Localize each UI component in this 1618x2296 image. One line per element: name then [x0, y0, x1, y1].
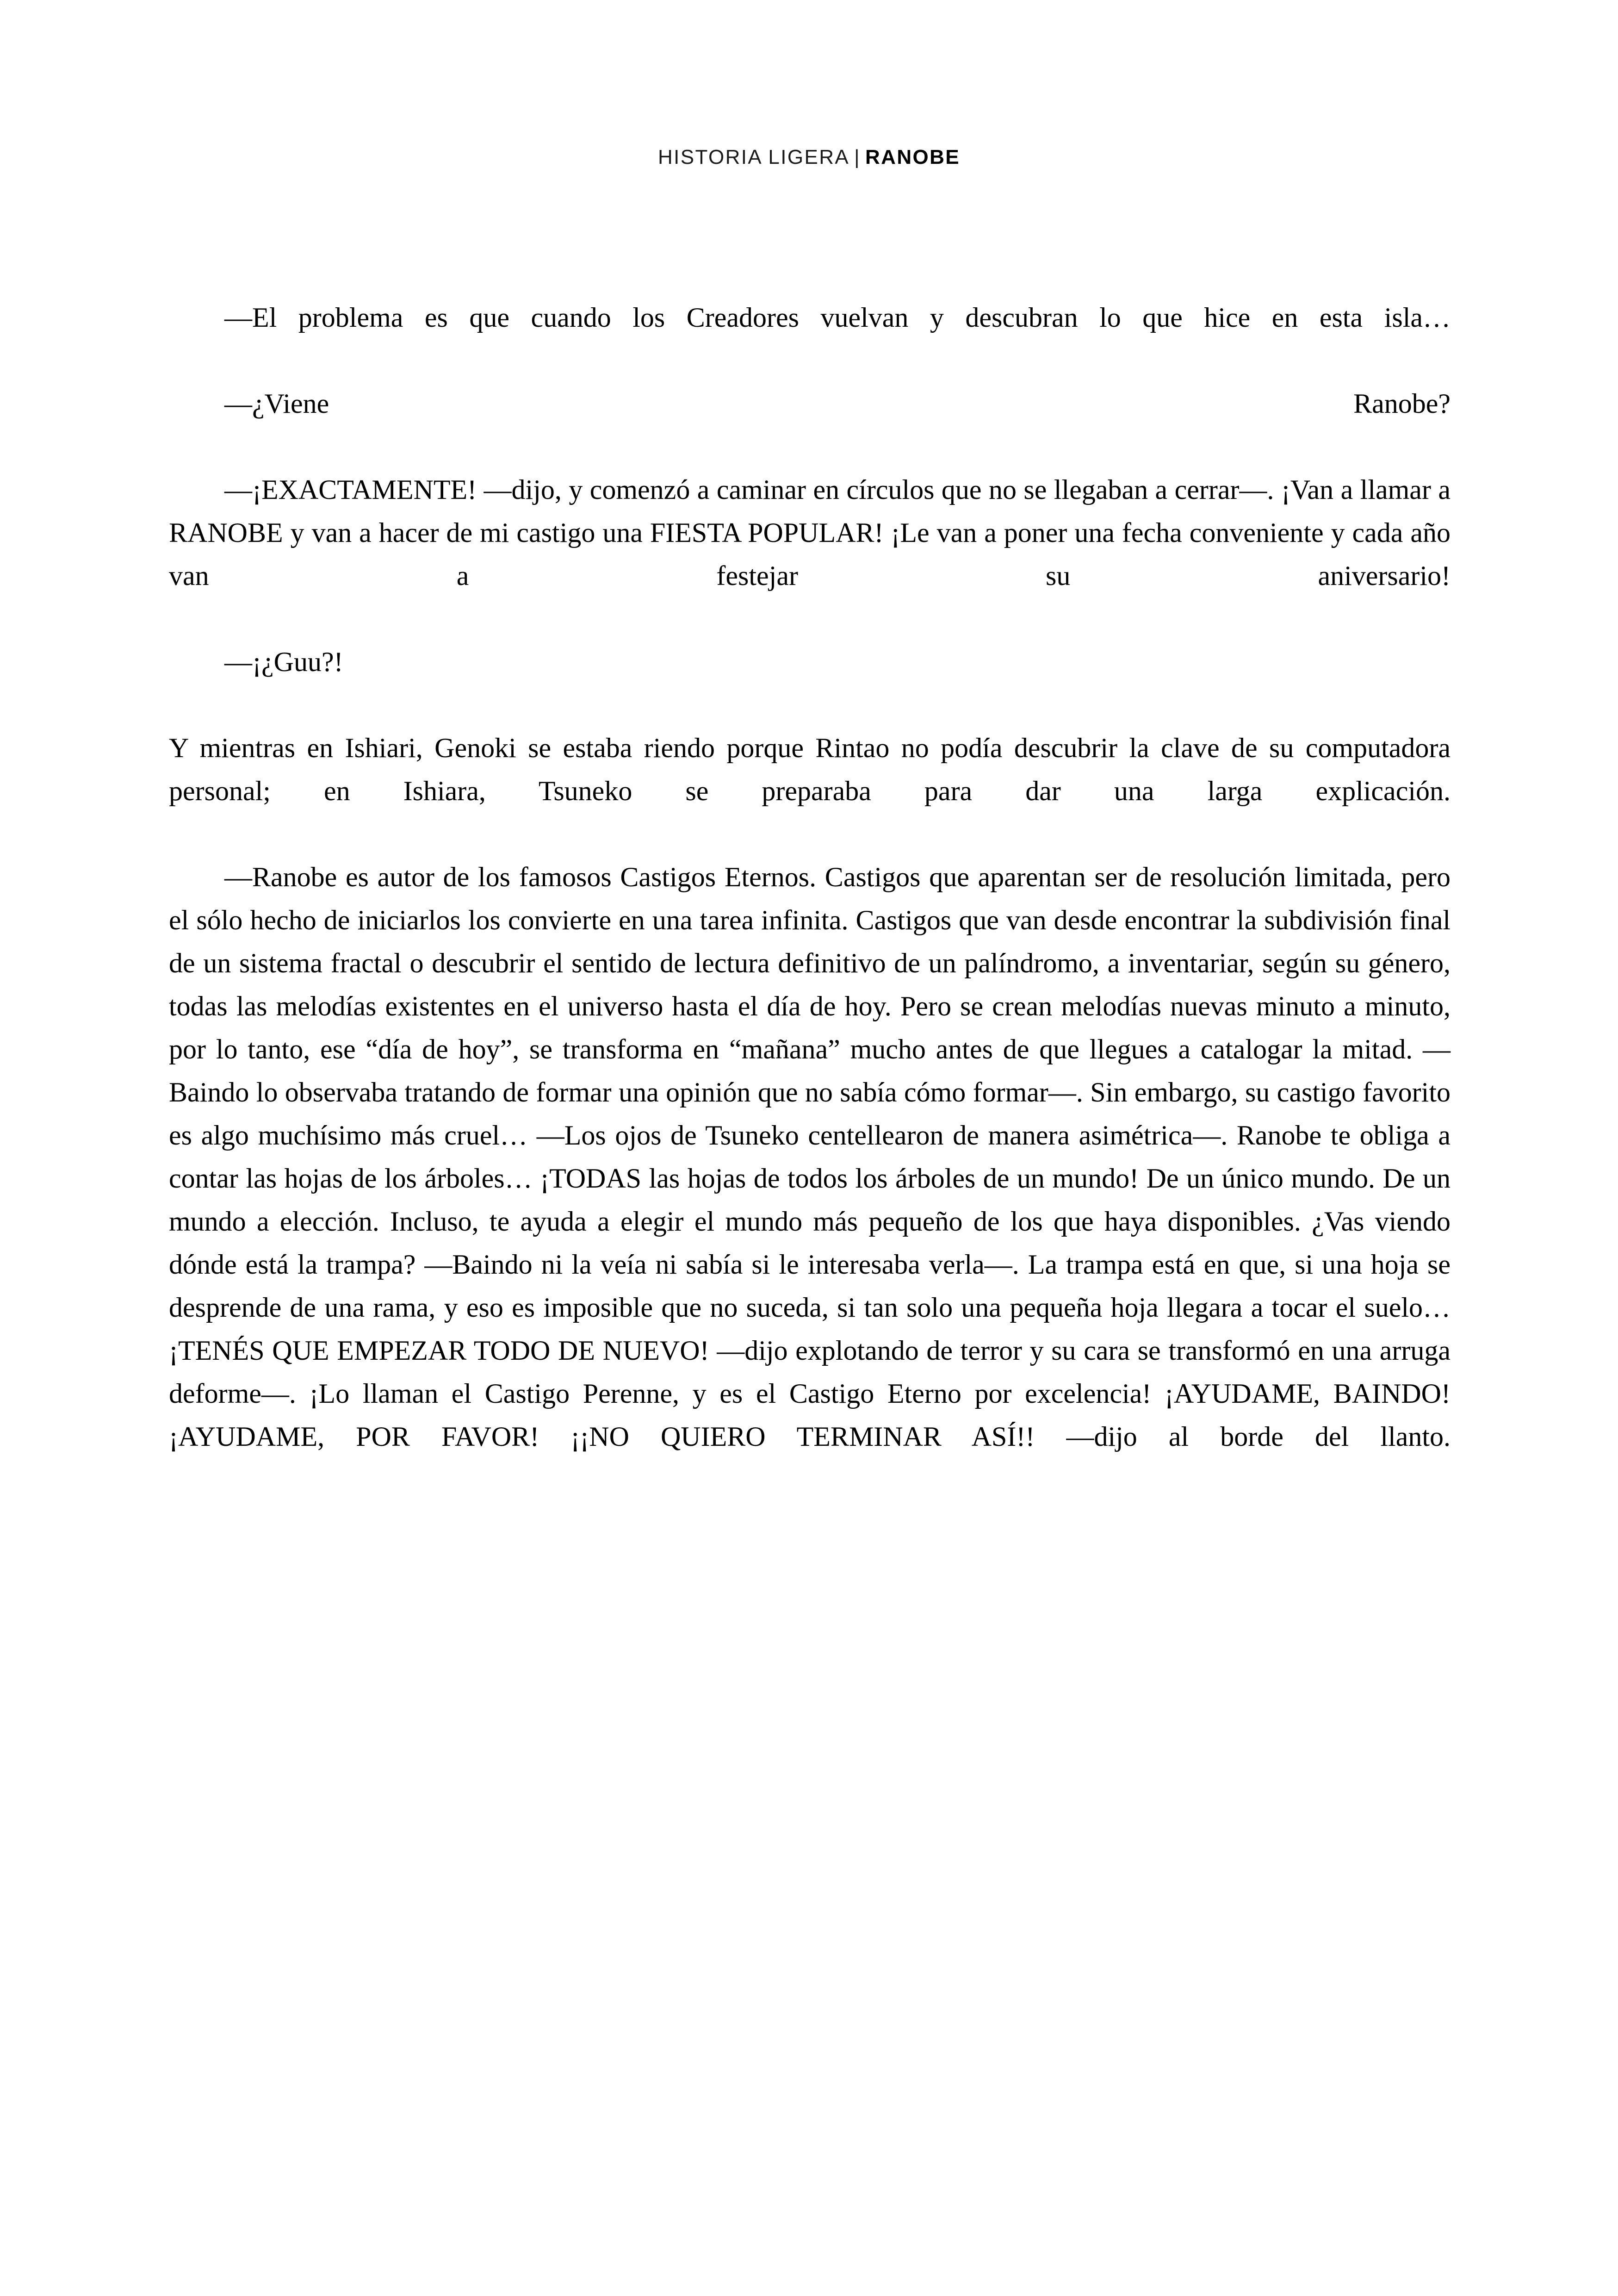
paragraph: —¡¿Guu?! — [224, 647, 343, 677]
paragraph: —El problema es que cuando los Creadores vuelvan y descubran lo que hice en esta isla… — [224, 302, 1451, 333]
running-head-separator: | — [854, 146, 861, 168]
running-head-left: HISTORIA LIGERA — [657, 146, 850, 168]
running-head-right: RANOBE — [865, 146, 961, 168]
paragraph: —¡EXACTAMENTE! —dijo, y comenzó a caminar en círculos que no se llegaban a cerrar—. ¡Van a llamar a RANOBE y van a hacer de mi castigo una FIESTA POPULAR! ¡Le van a poner una fecha conveniente y cada año van a festejar su aniversario! — [169, 474, 1451, 591]
paragraph: Y mientras en Ishiari, Genoki se estaba riendo porque Rintao no podía descubrir la clave de su computadora personal; en Ishiara, Tsuneko se preparaba para dar una larga explicación. — [169, 733, 1451, 806]
body-text — [169, 296, 1451, 1501]
paragraph: —Ranobe es autor de los famosos Castigos Eternos. Castigos que aparentan ser de resolución limitada, pero el sólo hecho de iniciarlos los convierte en una tarea infinita. Castigos que van desde encontrar la subdivisión final de un sistema fractal o descubrir el sentido de lectura definitivo de un palíndromo, a inventariar, según su género, todas las melodías existentes en el universo hasta el día de hoy. Pero se crean melodías nuevas minuto a minuto, por lo tanto, ese “día de hoy”, se transforma en “mañana” mucho antes de que llegues a catalogar la mitad. —Baindo lo observaba tratando de formar una opinión que no sabía cómo formar—. Sin embargo, su castigo favorito es algo muchísimo más cruel… —Los ojos de Tsuneko centellearon de manera asimétrica—. Ranobe te obliga a contar las hojas de los árboles… ¡TODAS las hojas de todos los árboles de un mundo! De un único mundo. De un mundo a elección. Incluso, te ayuda a elegir el mundo más pequeño de los que haya disponibles. ¿Vas viendo dónde está la trampa? —Baindo ni la veía ni sabía si le interesaba verla—. La trampa está en que, si una hoja se desprende de una rama, y eso es imposible que no suceda, si tan solo una pequeña hoja llegara a tocar el suelo… ¡TENÉS QUE EMPEZAR TODO DE NUEVO! —dijo explotando de terror y su cara se transformó en una arruga deforme—. ¡Lo llaman el Castigo Perenne, y es el Castigo Eterno por excelencia! ¡AYUDAME, BAINDO! ¡AYUDAME, POR FAVOR! ¡¡NO QUIERO TERMINAR ASÍ!! —dijo al borde del llanto. — [169, 862, 1451, 1452]
paragraph: —¿Viene Ranobe? — [224, 388, 1451, 419]
running-head — [0, 146, 1618, 169]
